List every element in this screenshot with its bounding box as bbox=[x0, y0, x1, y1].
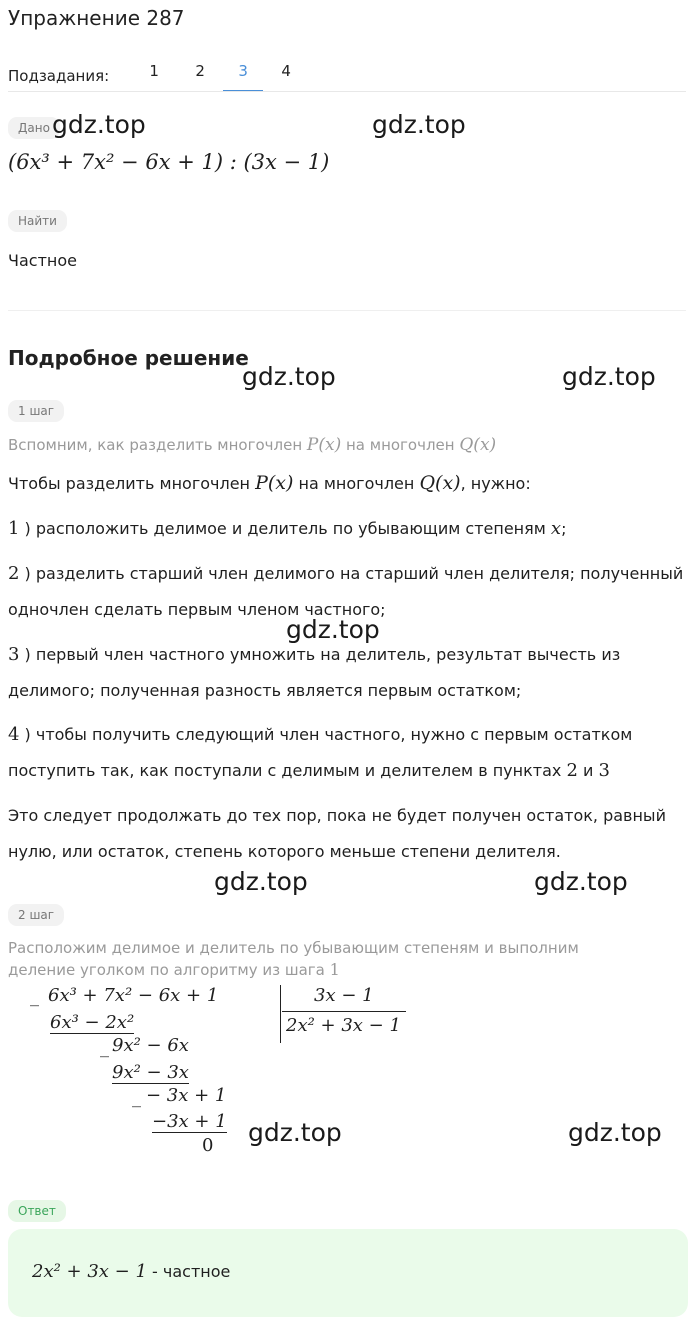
step1-hint-text-a: Вспомним, как разделить многочлен bbox=[8, 436, 307, 454]
step2-text-num: 1 bbox=[329, 960, 340, 979]
item1-var: x bbox=[550, 518, 562, 539]
division-rem-3: 0 bbox=[202, 1135, 214, 1156]
watermark: gdz.top bbox=[562, 362, 656, 391]
watermark: gdz.top bbox=[214, 867, 308, 896]
item1-end: ; bbox=[561, 519, 567, 538]
step1-item-1 bbox=[8, 511, 688, 547]
answer-label: Ответ bbox=[8, 1200, 66, 1222]
watermark: gdz.top bbox=[372, 110, 466, 139]
step1-item-4 bbox=[8, 717, 688, 789]
item2-text: ) разделить старший член делимого на старший член делителя; полученный одночлен сделать первым членом частного; bbox=[8, 564, 684, 619]
step1-intro-p: P(x) bbox=[255, 472, 294, 494]
step1-hint-text-b: на многочлен bbox=[341, 436, 460, 454]
division-minus-1: _ bbox=[30, 986, 39, 1007]
division-dividend: 6x³ + 7x² − 6x + 1 bbox=[48, 985, 219, 1006]
tab-subtask-4[interactable]: 4 bbox=[281, 62, 291, 80]
division-minus-2: _ bbox=[100, 1037, 109, 1058]
long-division bbox=[0, 985, 440, 1175]
subtasks-label: Подзадания: bbox=[8, 67, 110, 85]
division-divisor-line bbox=[282, 1011, 406, 1012]
item4-and: и bbox=[577, 761, 599, 780]
division-minus-3: _ bbox=[132, 1087, 141, 1108]
step1-hint-p: P(x) bbox=[306, 435, 342, 455]
answer-suffix: - частное bbox=[146, 1262, 231, 1281]
find-label: Найти bbox=[8, 210, 67, 232]
tab-subtask-2[interactable]: 2 bbox=[195, 62, 205, 80]
watermark: gdz.top bbox=[242, 362, 336, 391]
item1-number: 1 bbox=[8, 518, 20, 539]
division-rem-1: 9x² − 6x bbox=[112, 1035, 189, 1056]
item4-ref-2: 2 bbox=[566, 760, 578, 781]
step1-intro-q: Q(x) bbox=[419, 472, 461, 494]
step1-hint bbox=[8, 434, 688, 456]
subtasks-divider bbox=[8, 91, 686, 92]
step1-conclusion: Это следует продолжать до тех пор, пока не будет получен остаток, равный нулю, или остаток, степень которого меньше степени делителя. bbox=[8, 806, 666, 861]
watermark: gdz.top bbox=[286, 615, 380, 644]
item1-text: ) расположить делимое и делитель по убывающим степеням bbox=[19, 519, 551, 538]
step1-intro-text-a: Чтобы разделить многочлен bbox=[8, 474, 256, 493]
item3-number: 3 bbox=[8, 644, 20, 665]
item4-number: 4 bbox=[8, 724, 20, 745]
answer-expression: 2x² + 3x − 1 bbox=[32, 1261, 147, 1282]
item3-text: ) первый член частного умножить на делитель, результат вычесть из делимого; полученная разность является первым остатком; bbox=[8, 645, 621, 700]
division-sub-1: 6x³ − 2x² bbox=[50, 1012, 135, 1033]
item4-text: ) чтобы получить следующий член частного, нужно с первым остатком поступить так, как поступали с делимым и делителем в пунктах bbox=[8, 725, 633, 780]
tab-subtask-1[interactable]: 1 bbox=[149, 62, 159, 80]
watermark: gdz.top bbox=[248, 1118, 342, 1147]
step2-text-body: Расположим делимое и делитель по убывающим степеням и выполним деление уголком по алгоритму из шага bbox=[8, 939, 579, 979]
division-vertical-line bbox=[280, 985, 281, 1043]
tab-subtask-3[interactable]: 3 bbox=[223, 60, 263, 92]
division-sub-3: −3x + 1 bbox=[152, 1111, 227, 1132]
given-label: Дано bbox=[8, 117, 60, 139]
solution-heading: Подробное решение bbox=[8, 346, 249, 370]
watermark: gdz.top bbox=[52, 110, 146, 139]
given-expression: (6x³ + 7x² − 6x + 1) : (3x − 1) bbox=[8, 150, 330, 174]
division-rem-2: − 3x + 1 bbox=[146, 1085, 227, 1106]
watermark: gdz.top bbox=[568, 1118, 662, 1147]
step1-hint-q: Q(x) bbox=[459, 435, 497, 455]
answer-box bbox=[8, 1229, 688, 1317]
section-divider bbox=[8, 310, 686, 311]
subtasks-nav bbox=[8, 60, 309, 92]
page-title: Упражнение 287 bbox=[8, 6, 185, 30]
step1-intro-text-b: на многочлен bbox=[293, 474, 420, 493]
division-quotient: 2x² + 3x − 1 bbox=[286, 1015, 401, 1036]
item2-number: 2 bbox=[8, 563, 20, 584]
watermark: gdz.top bbox=[534, 867, 628, 896]
division-divisor: 3x − 1 bbox=[314, 985, 374, 1006]
step2-text bbox=[8, 937, 648, 981]
find-value: Частное bbox=[8, 251, 77, 270]
step1-intro bbox=[8, 465, 688, 502]
division-sub-2: 9x² − 3x bbox=[112, 1062, 189, 1083]
step1-item-3 bbox=[8, 637, 688, 709]
step2-label: 2 шаг bbox=[8, 904, 64, 926]
step1-intro-text-c: , нужно: bbox=[460, 474, 531, 493]
item4-ref-3: 3 bbox=[598, 760, 610, 781]
answer-content bbox=[32, 1261, 230, 1282]
step1-label: 1 шаг bbox=[8, 400, 64, 422]
